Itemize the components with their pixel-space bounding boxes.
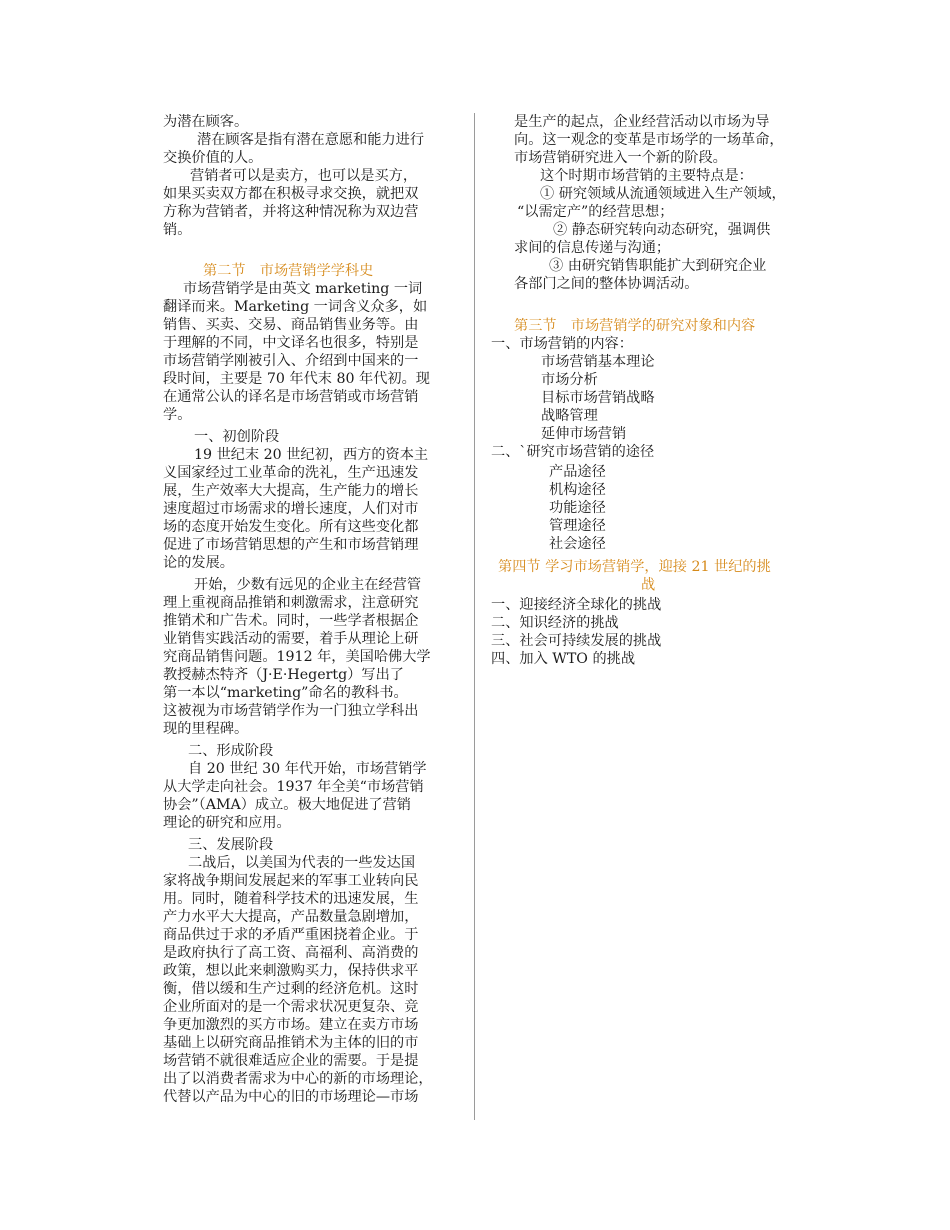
left-text-line: 争更加激烈的买方市场。建立在卖方市场	[163, 1017, 419, 1033]
left-text-line: 家将战争期间发展起来的军事工业转向民	[163, 873, 419, 889]
left-text-line: 销。	[163, 222, 192, 238]
left-text-line: 学。	[163, 407, 192, 423]
left-text-line: 二战后，以美国为代表的一些发达国	[188, 855, 416, 871]
right-section-heading: 战	[641, 577, 656, 593]
left-text-line: 在通常公认的译名是市场营销或市场营销	[163, 389, 419, 405]
right-text-line: 这个时期市场营销的主要特点是：	[540, 168, 753, 184]
left-text-line: 19 世纪末 20 世纪初，西方的资本主	[194, 447, 429, 463]
right-text-line: 一、市场营销的内容：	[491, 336, 633, 352]
left-text-line: 第一本以“marketing”命名的教科书。	[163, 685, 408, 701]
left-text-line: 市场营销学是由英文 marketing 一词	[183, 281, 423, 297]
right-text-line: ① 研究领域从流通领域进入生产领域，	[540, 186, 786, 202]
left-text-line: 场营销不就很难适应企业的需要。于是提	[163, 1053, 419, 1069]
left-text-line: 交换价值的人。	[163, 150, 263, 166]
left-text-line: 代替以产品为中心的旧的市场理论—市场	[163, 1089, 419, 1105]
right-text-line: 二、知识经济的挑战	[491, 615, 619, 631]
right-text-line: 市场营销研究进入一个新的阶段。	[514, 150, 727, 166]
right-text-line: 是生产的起点，企业经营活动以市场为导	[514, 114, 770, 130]
right-text-line: 目标市场营销战略	[541, 390, 655, 406]
left-text-line: 营销者可以是卖方，也可以是买方，	[190, 168, 418, 184]
right-text-line: 四、加入 WTO 的挑战	[491, 651, 636, 667]
right-text-line: 一、迎接经济全球化的挑战	[491, 597, 662, 613]
left-text-line: 二、形成阶段	[188, 743, 274, 759]
left-text-line: 论的发展。	[163, 555, 234, 571]
right-text-line: 战略管理	[541, 408, 598, 424]
left-text-line: 展，生产效率大大提高，生产能力的增长	[163, 483, 419, 499]
left-text-line: 这被视为市场营销学作为一门独立学科出	[163, 703, 419, 719]
left-text-line: 翻译而来。Marketing 一词含义众多，如	[163, 299, 428, 315]
left-text-line: 商品供过于求的矛盾严重困挠着企业。于	[163, 927, 419, 943]
left-text-line: 速度超过市场需求的增长速度，人们对市	[163, 501, 419, 517]
left-text-line: 一、初创阶段	[194, 429, 280, 445]
left-text-line: 究商品销售问题。1912 年，美国哈佛大学	[163, 649, 431, 665]
right-text-line: 市场营销基本理论	[541, 354, 655, 370]
left-text-line: 业销售实践活动的需要，着手从理论上研	[163, 631, 419, 647]
left-text-line: 三、发展阶段	[188, 837, 274, 853]
left-text-line: 自 20 世纪 30 年代开始，市场营销学	[188, 761, 427, 777]
left-text-line: 教授赫杰特齐（J·E·Hegertg）写出了	[163, 667, 404, 683]
left-text-line: 促进了市场营销思想的产生和市场营销理	[163, 537, 419, 553]
left-text-line: 政策，想以此来刺激购买力，保持供求平	[163, 963, 419, 979]
left-section-heading: 第二节 市场营销学学科史	[203, 263, 374, 279]
right-text-line: 各部门之间的整体协调活动。	[514, 276, 699, 292]
left-text-line: 现的里程碑。	[163, 721, 249, 737]
left-text-line: 从大学走向社会。1937 年全美“市场营销	[163, 779, 424, 795]
right-text-line: ② 静态研究转向动态研究，强调供	[553, 222, 771, 238]
left-text-line: 用。同时，随着科学技术的迅速发展，生	[163, 891, 419, 907]
left-text-line: 潜在顾客是指有潜在意愿和能力进行	[197, 132, 425, 148]
left-text-line: 销售、买卖、交易、商品销售业务等。由	[163, 317, 419, 333]
left-text-line: 企业所面对的是一个需求状况更复杂、竞	[163, 999, 419, 1015]
left-text-line: 场的态度开始发生变化。所有这些变化都	[163, 519, 419, 535]
left-text-line: 出了以消费者需求为中心的新的市场理论，	[163, 1071, 433, 1087]
column-divider	[474, 113, 475, 1120]
right-text-line: 向。这一观念的变革是市场学的一场革命，	[514, 132, 784, 148]
right-text-line: 求间的信息传递与沟通；	[514, 240, 671, 256]
left-text-line: 理上重视商品推销和刺激需求，注意研究	[163, 595, 419, 611]
left-text-line: 衡，借以缓和生产过剩的经济危机。这时	[163, 981, 419, 997]
right-text-line: 三、社会可持续发展的挑战	[491, 633, 662, 649]
right-section-heading: 第三节 市场营销学的研究对象和内容	[514, 318, 756, 334]
left-text-line: 段时间，主要是 70 年代末 80 年代初。现	[163, 371, 430, 387]
left-text-line: 市场营销学刚被引入、介绍到中国来的一	[163, 353, 419, 369]
right-text-line: ③ 由研究销售职能扩大到研究企业	[549, 258, 767, 274]
left-text-line: 协会”（AMA）成立。极大地促进了营销	[163, 797, 411, 813]
right-text-line: 产品途径	[549, 464, 606, 480]
left-text-line: 于理解的不同，中文译名也很多，特别是	[163, 335, 419, 351]
left-text-line: 是政府执行了高工资、高福利、高消费的	[163, 945, 419, 961]
left-text-line: 理论的研究和应用。	[163, 815, 291, 831]
right-text-line: 功能途径	[549, 500, 606, 516]
left-text-line: 开始，少数有远见的企业主在经营管	[194, 577, 422, 593]
right-text-line: 延伸市场营销	[541, 426, 627, 442]
right-text-line: 管理途径	[549, 518, 606, 534]
right-text-line: 社会途径	[549, 536, 606, 552]
right-text-line: 机构途径	[549, 482, 606, 498]
left-text-line: 如果买卖双方都在积极寻求交换，就把双	[163, 186, 419, 202]
right-text-line: 市场分析	[541, 372, 598, 388]
left-text-line: 基础上以研究商品推销术为主体的旧的市	[163, 1035, 419, 1051]
left-text-line: 义国家经过工业革命的洗礼，生产迅速发	[163, 465, 419, 481]
left-text-line: 推销术和广告术。同时，一些学者根据企	[163, 613, 419, 629]
left-text-line: 为潜在顾客。	[163, 114, 249, 130]
left-text-line: 产力水平大大提高，产品数量急剧增加，	[163, 909, 419, 925]
right-section-heading: 第四节 学习市场营销学，迎接 21 世纪的挑	[498, 559, 771, 575]
right-text-line: 二、`研究市场营销的途径	[491, 444, 655, 460]
left-text-line: 方称为营销者，并将这种情况称为双边营	[163, 204, 419, 220]
right-text-line: “以需定产”的经营思想；	[517, 204, 674, 220]
